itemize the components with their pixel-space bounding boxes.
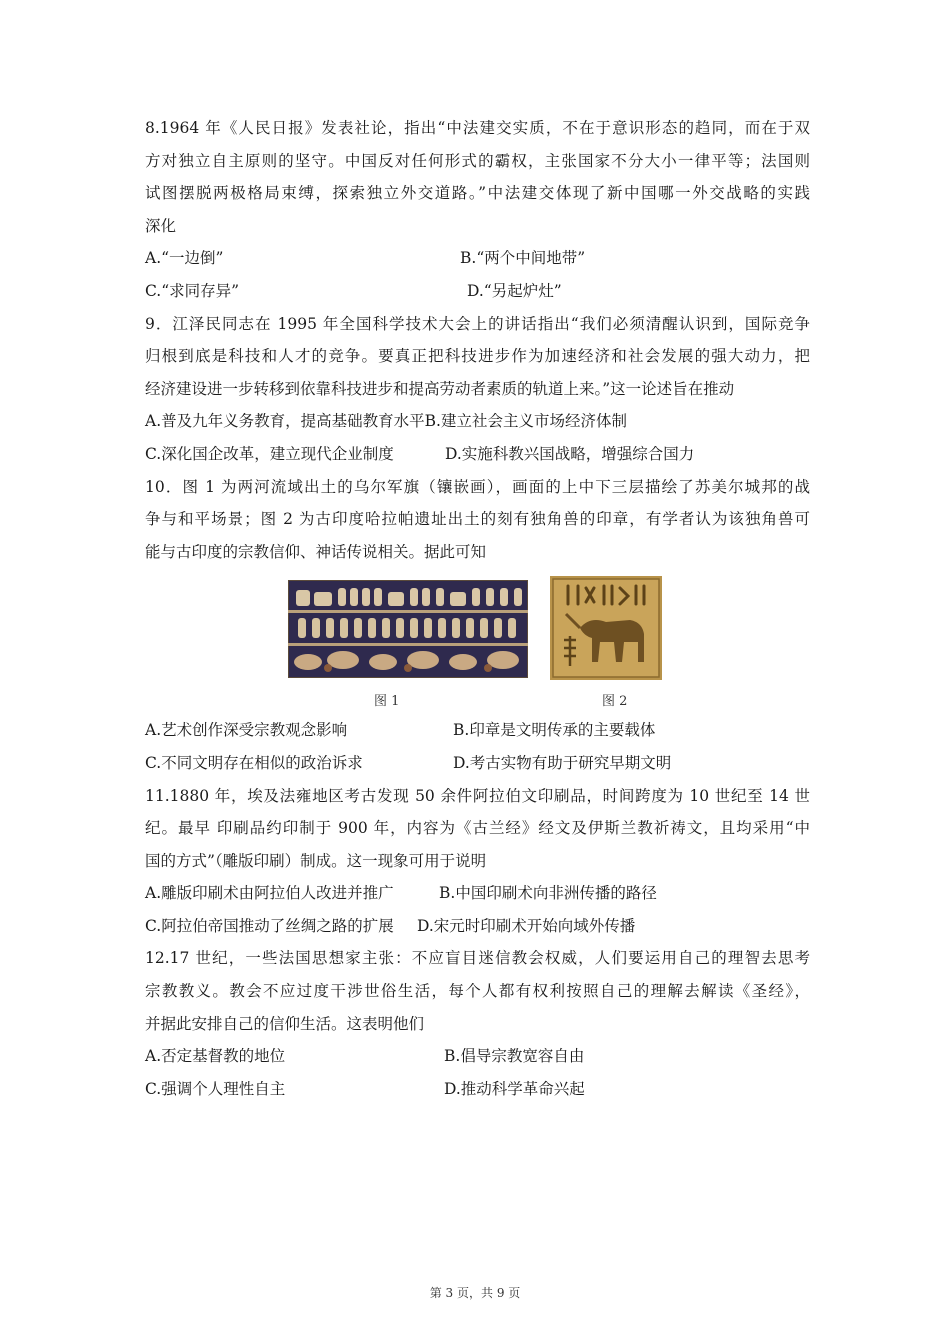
question-10-figures (145, 574, 810, 714)
question-11-option-c: C.阿拉伯帝国推动了丝绸之路的扩展 (145, 916, 394, 935)
exam-page (145, 112, 810, 1105)
question-10-line-2: 争与和平场景；图 2 为古印度哈拉帕遗址出土的刻有独角兽的印章，有学者认为该独角兽可 (145, 510, 810, 529)
question-11-option-d: D.宋元时印刷术开始向域外传播 (417, 916, 636, 935)
page-footer: 第 3 页，共 9 页 (429, 1286, 521, 1300)
question-12-option-c: C.强调个人理性自主 (145, 1079, 286, 1098)
question-9-line-1: 9．江泽民同志在 1995 年全国科学技术大会上的讲话指出“我们必须清醒认识到，国际竞争 (145, 314, 810, 333)
question-11-line-2: 纪。最早 印刷品约印制于 900 年，内容为《古兰经》经文及伊斯兰教祈祷文，且均采用“中 (145, 819, 810, 838)
question-8-options-row-2 (145, 275, 810, 308)
question-11-option-a: A.雕版印刷术由阿拉伯人改进并推广 (145, 884, 394, 903)
question-8-options-row-1 (145, 242, 810, 275)
question-11-line-3: 国的方式”（雕版印刷）制成。这一现象可用于说明 (145, 851, 487, 870)
figure-1-caption: 图 1 (374, 694, 400, 710)
question-8-option-d: D.“另起炉灶” (467, 281, 562, 300)
question-8-option-c: C.“求同存异” (145, 281, 240, 300)
question-10-option-b: B.印章是文明传承的主要载体 (453, 721, 656, 740)
question-12-option-b: B.倡导宗教宽容自由 (444, 1047, 585, 1066)
question-10-option-a: A.艺术创作深受宗教观念影响 (145, 721, 348, 740)
question-12 (145, 942, 810, 1105)
figure-1-standard-of-ur-image (288, 580, 528, 678)
figure-2-caption: 图 2 (602, 694, 628, 710)
question-11-options-row-1 (145, 877, 810, 910)
question-12-line-2: 宗教教义。教会不应过度干涉世俗生活，每个人都有权利按照自己的理解去解读《圣经》， (145, 982, 810, 1001)
question-11-line-1: 11.1880 年，埃及法雍地区考古发现 50 余件阿拉伯文印刷品，时间跨度为 10 世纪至 14 世 (145, 786, 810, 805)
figure-2-unicorn-seal-image (550, 576, 662, 680)
question-11 (145, 780, 810, 943)
question-11-options-row-2 (145, 910, 810, 943)
question-10-option-d: D.考古实物有助于研究早期文明 (453, 753, 672, 772)
question-8-line-4: 深化 (145, 216, 177, 235)
question-12-line-1: 12.17 世纪，一些法国思想家主张：不应盲目迷信教会权威，人们要运用自己的理智去思考 (145, 949, 810, 968)
question-8 (145, 112, 810, 308)
question-8-option-b: B.“两个中间地带” (460, 249, 586, 268)
question-9-option-c: C.深化国企改革，建立现代企业制度 (145, 444, 394, 463)
question-12-option-a: A.否定基督教的地位 (145, 1047, 286, 1066)
question-9-options-row-2 (145, 438, 810, 471)
question-10-options-row-2 (145, 747, 810, 780)
question-12-line-3: 并据此安排自己的信仰生活。这表明他们 (145, 1014, 425, 1033)
question-9 (145, 308, 810, 471)
question-10-options-row-1 (145, 714, 810, 747)
question-10-line-3: 能与古印度的宗教信仰、神话传说相关。据此可知 (145, 542, 487, 561)
question-10 (145, 471, 810, 780)
question-9-option-a: A.普及九年义务教育，提高基础教育水平 (145, 412, 425, 431)
question-12-option-d: D.推动科学革命兴起 (444, 1079, 585, 1098)
question-9-line-2: 归根到底是科技和人才的竞争。要真正把科技进步作为加速经济和社会发展的强大动力，把 (145, 347, 810, 366)
question-9-option-d: D.实施科教兴国战略，增强综合国力 (445, 444, 695, 463)
question-9-options-row-1 (145, 405, 810, 438)
question-8-line-1: 8.1964 年《人民日报》发表社论，指出“中法建交实质，不在于意识形态的趋同，而在于双 (145, 119, 810, 137)
question-9-line-3: 经济建设进一步转移到依靠科技进步和提高劳动者素质的轨道上来。”这一论述旨在推动 (145, 379, 735, 398)
question-11-option-b: B.中国印刷术向非洲传播的路径 (439, 884, 657, 903)
question-12-options-row-2 (145, 1073, 810, 1106)
question-8-option-a: A.“一边倒” (145, 249, 224, 268)
question-12-options-row-1 (145, 1040, 810, 1073)
question-10-option-c: C.不同文明存在相似的政治诉求 (145, 753, 363, 772)
question-8-line-2: 方对独立自主原则的坚守。中国反对任何形式的霸权，主张国家不分大小一律平等；法国则 (145, 151, 810, 170)
question-8-line-3: 试图摆脱两极格局束缚，探索独立外交道路。”中法建交体现了新中国哪一外交战略的实践 (145, 184, 810, 203)
question-9-option-b: B.建立社会主义市场经济体制 (424, 412, 627, 431)
question-10-line-1: 10．图 1 为两河流域出土的乌尔军旗（镶嵌画），画面的上中下三层描绘了苏美尔城邦的战 (145, 477, 810, 496)
